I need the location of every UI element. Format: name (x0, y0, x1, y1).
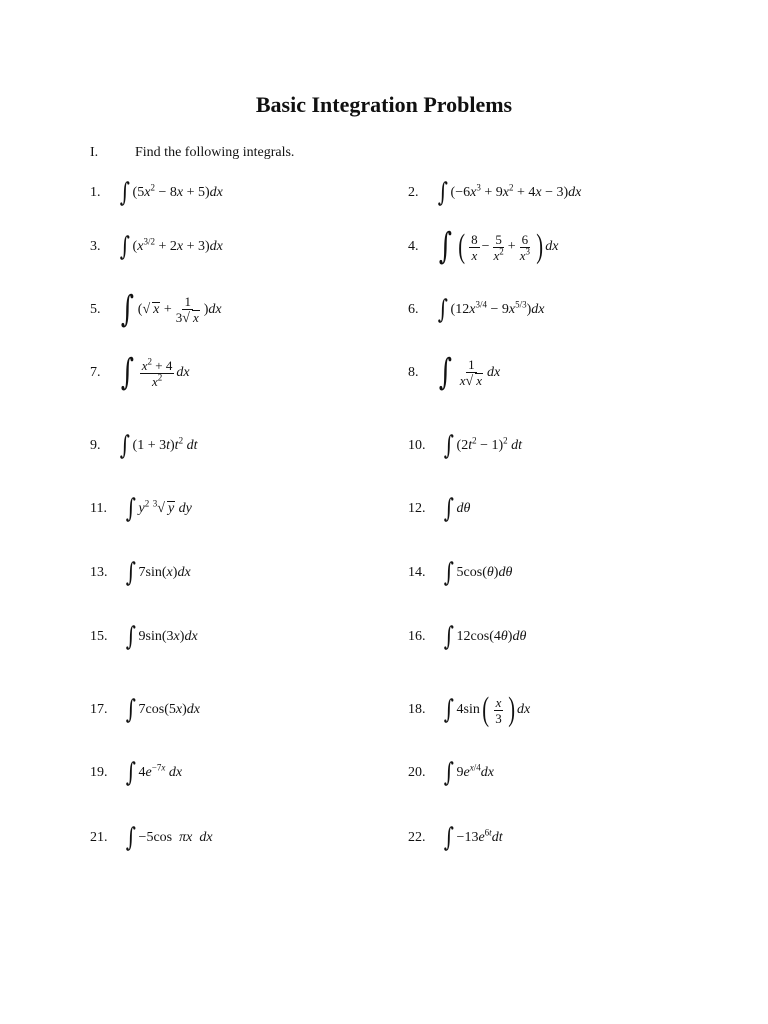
problem-number: 17. (90, 702, 108, 717)
problem-expression: ∫ $4e^{-7x}$ dx (125, 758, 183, 788)
problem-number: 8. (408, 365, 419, 380)
problem-number: 12. (408, 501, 426, 516)
problem-number: 15. (90, 629, 108, 644)
problem-number: 18. (408, 702, 426, 717)
problem-expression: ∫ −5cos πx dx (125, 823, 213, 853)
problem-expression: ∫ $(12x^{3/4} - 9x^{5/3})dx$ (437, 295, 545, 325)
problem-expression: ∫ $(1 + 3t)t^2$ dt (119, 431, 198, 461)
problem-number: 2. (408, 185, 419, 200)
problem-number: 22. (408, 830, 426, 845)
problem-number: 7. (90, 365, 101, 380)
problem-expression: ∫ 7cos(5x)dx (125, 695, 200, 725)
problem-expression: ∫ $(2t^2 - 1)^2$ dt (443, 431, 523, 461)
problem-expression: ∫ (√ x + $\frac{1}{3√ x}$ )dx (120, 289, 222, 330)
problem-expression: ∫ 12cos(4θ)dθ (443, 622, 527, 652)
problem-expression: ∫ dθ (443, 494, 471, 524)
problem-expression: ∫ $9e^{x/4}dx$ (443, 758, 494, 788)
page-title: Basic Integration Problems (255, 92, 513, 117)
problem-expression: ∫ ( $\frac{8}{x}$ − $\frac{5}{x^2}$ + $\frac{6}{x^3}$ ) dx (438, 226, 559, 267)
problem-number: 10. (408, 438, 426, 453)
problem-expression: ∫ 4sin ( $\frac{x}{3}$ ) dx (443, 691, 531, 728)
problem-number: 11. (90, 501, 107, 516)
problem-expression: ∫ 9sin(3x)dx (125, 622, 198, 652)
problem-number: 19. (90, 765, 108, 780)
problem-expression: ∫ $-13e^{6t}dt$ (443, 823, 503, 853)
problem-number: 5. (90, 302, 101, 317)
problem-expression: ∫ $(5x^2 - 8x + 5)dx$ (119, 178, 223, 208)
problem-number: 16. (408, 629, 426, 644)
problem-expression: ∫ $(-6x^3 + 9x^2 + 4x - 3)dx$ (437, 178, 582, 208)
problem-expression: ∫ 7sin(x)dx (125, 558, 191, 588)
problem-expression: ∫ $y^2$ $^3$√ y dy (125, 494, 192, 524)
problem-number: 20. (408, 765, 426, 780)
section-number: I. (90, 145, 99, 160)
problem-number: 9. (90, 438, 101, 453)
problem-number: 13. (90, 565, 108, 580)
problem-number: 21. (90, 830, 108, 845)
problem-number: 3. (90, 239, 101, 254)
problem-expression: ∫ $(x^{3/2} + 2x + 3)dx$ (119, 232, 223, 262)
problem-number: 1. (90, 185, 101, 200)
problem-expression: ∫ $\frac{x^2 + 4}{x^2}$ dx (120, 352, 190, 393)
problem-number: 14. (408, 565, 426, 580)
problem-expression: ∫ $\frac{1}{x√ x}$ dx (438, 352, 501, 393)
problem-number: 6. (408, 302, 419, 317)
problem-expression: ∫ 5cos(θ)dθ (443, 558, 513, 588)
section-instruction: Find the following integrals. (135, 145, 295, 160)
problem-number: 4. (408, 239, 419, 254)
